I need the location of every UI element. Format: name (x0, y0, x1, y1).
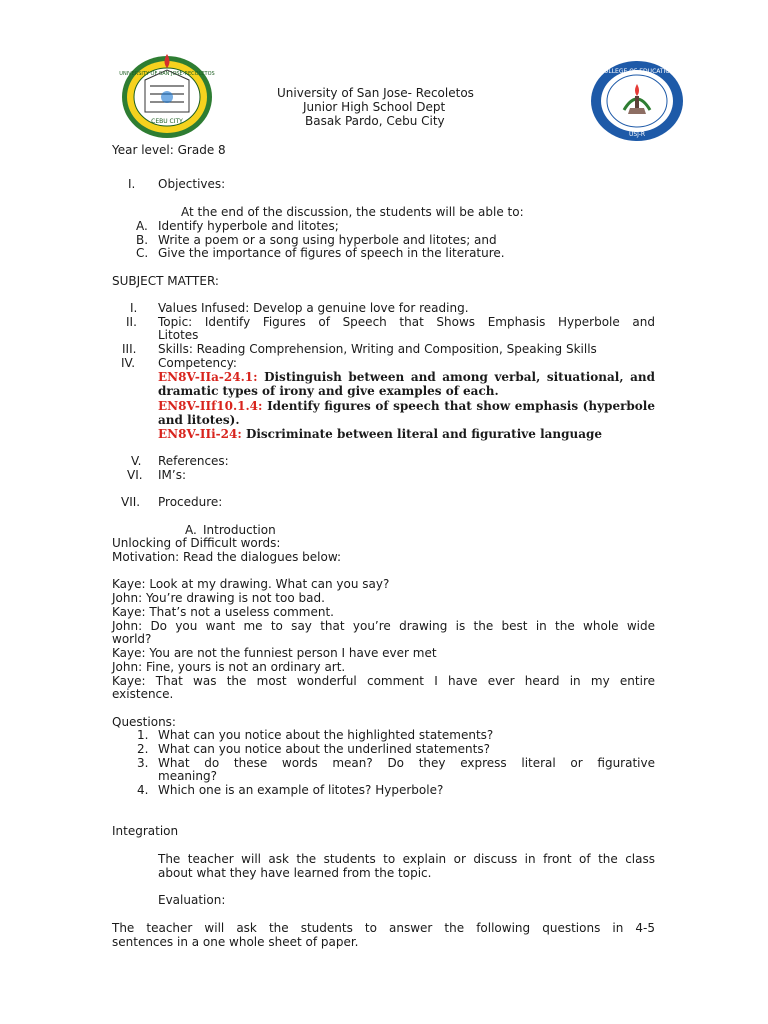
dialogue-line: Kaye: You are not the funniest person I have ever met (112, 646, 437, 660)
logo-left-bottom-text: CEBU CITY (151, 118, 183, 125)
question-number: 1. (137, 728, 149, 742)
competency-text-continued: dramatic types of irony and give examples of each. (158, 384, 499, 398)
questions-title: Questions: (112, 715, 176, 729)
objective-letter: B. (136, 233, 149, 247)
competency-line (158, 427, 602, 441)
dialogue-line: Kaye: Look at my drawing. What can you say? (112, 577, 390, 591)
ims-label: IM’s: (158, 468, 187, 482)
subject-item-text: Values Infused: Develop a genuine love for reading. (158, 301, 469, 315)
references-number: V. (131, 454, 142, 468)
dialogue-line: John: Fine, yours is not an ordinary art. (112, 660, 346, 674)
subject-item-number: III. (122, 342, 137, 356)
header-department: Junior High School Dept (303, 100, 446, 114)
competency-code: EN8V-IIf10.1.4: (158, 399, 263, 413)
subject-item-number: I. (130, 301, 138, 315)
objectives-number: I. (128, 177, 136, 191)
ims-number: VI. (127, 468, 143, 482)
year-level: Year level: Grade 8 (112, 143, 226, 157)
dialogue-line: John: Do you want me to say that you’re drawing is the best in the whole wide (112, 619, 655, 633)
subject-item-text-continued: Litotes (158, 328, 199, 342)
dialogue-line: Kaye: That’s not a useless comment. (112, 605, 334, 619)
question-text-continued: meaning? (158, 769, 217, 783)
header-address: Basak Pardo, Cebu City (305, 114, 445, 128)
introduction-letter: A. (185, 523, 197, 537)
competency-line (158, 370, 655, 384)
competency-text: Identify figures of speech that show emphasis (hyperbole (262, 399, 655, 413)
question-number: 2. (137, 742, 149, 756)
question-text: Which one is an example of litotes? Hyperbole? (158, 783, 444, 797)
competency-text: Distinguish between and among verbal, situational, and (257, 370, 655, 384)
subject-item-number: IV. (121, 356, 136, 370)
logo-right-bottom-text: USJ-R (628, 131, 646, 138)
procedure-title: Procedure: (158, 495, 223, 509)
logo-left-ring-text: UNIVERSITY OF SAN JOSE-RECOLETOS (119, 71, 215, 77)
introduction-title: Introduction (203, 523, 276, 537)
question-text: What can you notice about the highlighted statements? (158, 728, 494, 742)
competency-code: EN8V-IIi-24: (158, 427, 242, 441)
dialogue-line: Kaye: That was the most wonderful comment I have ever heard in my entire (112, 674, 655, 688)
objective-text: Write a poem or a song using hyperbole and litotes; and (158, 233, 497, 247)
procedure-number: VII. (121, 495, 141, 509)
objective-letter: C. (136, 246, 149, 260)
evaluation-text-continued: sentences in a one whole sheet of paper. (112, 935, 359, 949)
subject-item-text: Skills: Reading Comprehension, Writing and Composition, Speaking Skills (158, 342, 597, 356)
objective-text: Identify hyperbole and litotes; (158, 219, 339, 233)
integration-text: The teacher will ask the students to explain or discuss in front of the class (158, 852, 655, 866)
header-university: University of San Jose- Recoletos (277, 86, 474, 100)
evaluation-title: Evaluation: (158, 893, 226, 907)
dialogue-line: world? (112, 632, 152, 646)
question-text: What do these words mean? Do they express literal or figurative (158, 756, 655, 770)
subject-item-text: Competency: (158, 356, 237, 370)
subject-item-number: II. (126, 315, 137, 329)
motivation-label: Motivation: Read the dialogues below: (112, 550, 342, 564)
competency-line (158, 399, 655, 413)
dialogue-line: existence. (112, 687, 174, 701)
objective-text: Give the importance of figures of speech in the literature. (158, 246, 505, 260)
integration-title: Integration (112, 824, 179, 838)
objectives-intro: At the end of the discussion, the students will be able to: (181, 205, 524, 219)
objectives-title: Objectives: (158, 177, 226, 191)
dialogue-line: John: You’re drawing is not too bad. (112, 591, 325, 605)
objective-letter: A. (136, 219, 148, 233)
competency-text-continued: and litotes). (158, 413, 240, 427)
question-number: 4. (137, 783, 149, 797)
logo-right-ring-text: COLLEGE OF EDUCATION (599, 68, 675, 75)
references-label: References: (158, 454, 229, 468)
question-text: What can you notice about the underlined statements? (158, 742, 490, 756)
subject-item-text: Topic: Identify Figures of Speech that Shows Emphasis Hyperbole and (158, 315, 655, 329)
unlocking-label: Unlocking of Difficult words: (112, 536, 281, 550)
question-number: 3. (137, 756, 149, 770)
competency-code: EN8V-IIa-24.1: (158, 370, 258, 384)
university-seal-logo (118, 50, 216, 140)
college-of-education-logo (586, 58, 688, 144)
subject-matter-title: SUBJECT MATTER: (112, 274, 219, 288)
evaluation-text: The teacher will ask the students to answer the following questions in 4-5 (112, 921, 655, 935)
competency-text: Discriminate between literal and figurative language (241, 427, 603, 441)
integration-text-continued: about what they have learned from the topic. (158, 866, 432, 880)
